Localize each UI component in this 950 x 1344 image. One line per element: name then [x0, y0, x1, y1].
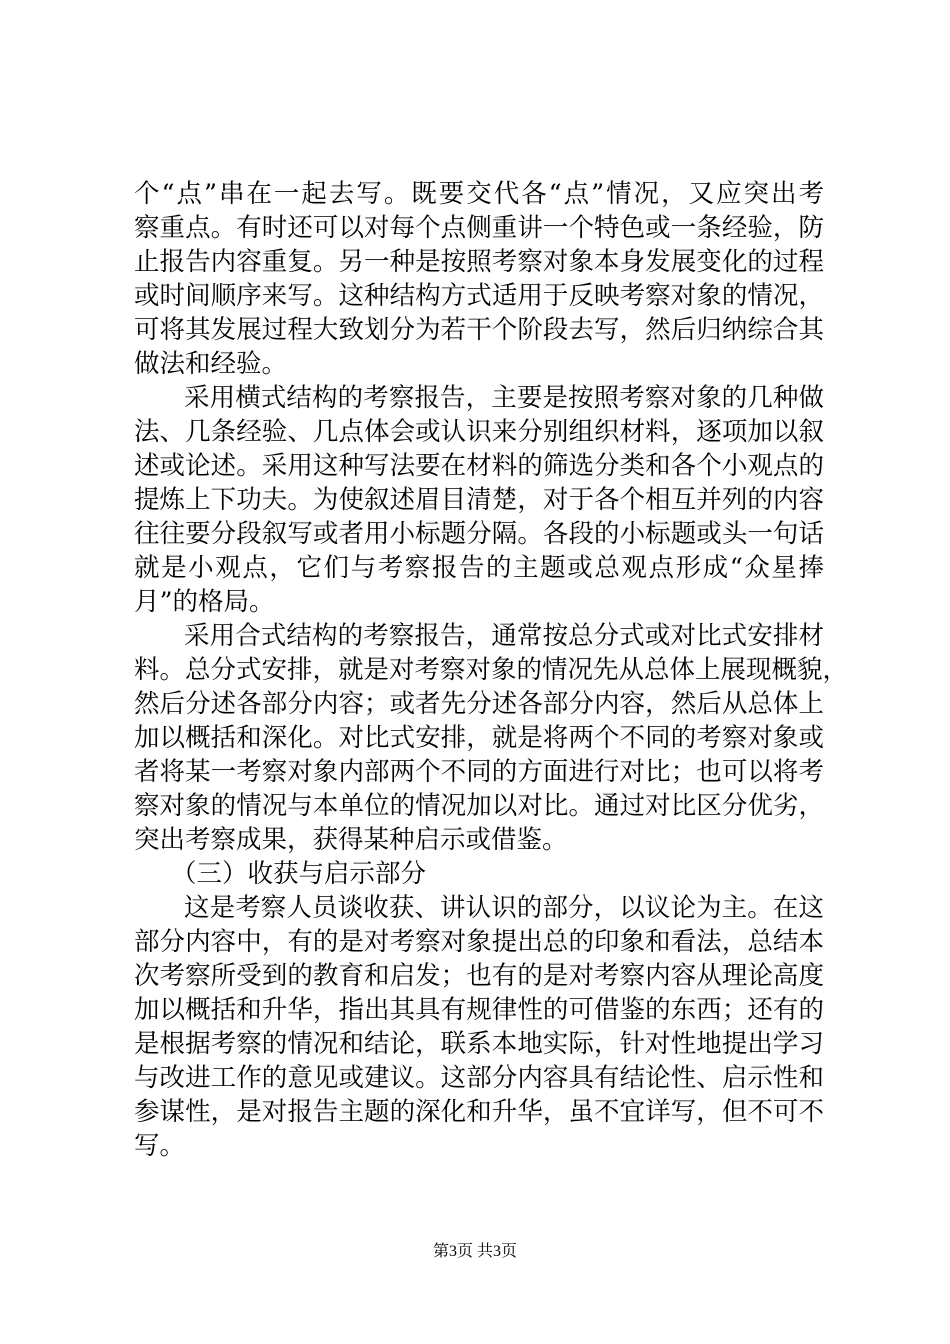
text-line: 个“点”串在一起去写。既要交代各“点”情况，又应突出考 [134, 179, 824, 209]
text-line: 部分内容中，有的是对考察对象提出总的印象和看法，总结本 [134, 927, 824, 957]
text-line: 与改进工作的意见或建议。这部分内容具有结论性、启示性和 [134, 1063, 824, 1093]
section-heading: （三）收获与启示部分 [171, 859, 427, 889]
text-line: 就是小观点，它们与考察报告的主题或总观点形成“众星捧 [134, 553, 824, 583]
text-line: 写。 [134, 1131, 186, 1161]
text-line: 次考察所受到的教育和启发；也有的是对考察内容从理论高度 [134, 961, 824, 991]
text-line: 往往要分段叙写或者用小标题分隔。各段的小标题或头一句话 [134, 519, 824, 549]
text-line: 加以概括和深化。对比式安排，就是将两个不同的考察对象或 [134, 723, 824, 753]
text-line: 做法和经验。 [134, 349, 288, 379]
text-line: 止报告内容重复。另一种是按照考察对象本身发展变化的过程 [134, 247, 824, 277]
text-line: 述或论述。采用这种写法要在材料的筛选分类和各个小观点的 [134, 451, 824, 481]
text-line: 提炼上下功夫。为使叙述眉目清楚，对于各个相互并列的内容 [134, 485, 824, 515]
text-line: 料。总分式安排，就是对考察对象的情况先从总体上展现概貌， [134, 655, 849, 685]
text-line: 参谋性，是对报告主题的深化和升华，虽不宜详写，但不可不 [134, 1097, 824, 1127]
text-line: 可将其发展过程大致划分为若干个阶段去写，然后归纳综合其 [134, 315, 824, 345]
page-footer: 第3页 共3页 [432, 1243, 517, 1260]
text-line: 察对象的情况与本单位的情况加以对比。通过对比区分优劣， [134, 791, 824, 821]
text-line: 或时间顺序来写。这种结构方式适用于反映考察对象的情况， [134, 281, 824, 311]
text-line: 是根据考察的情况和结论，联系本地实际，针对性地提出学习 [134, 1029, 824, 1059]
text-line: 月”的格局。 [134, 587, 275, 617]
text-line: 者将某一考察对象内部两个不同的方面进行对比；也可以将考 [134, 757, 824, 787]
paragraph-first-line: 这是考察人员谈收获、讲认识的部分，以议论为主。在这 [184, 893, 824, 923]
text-line: 然后分述各部分内容；或者先分述各部分内容，然后从总体上 [134, 689, 824, 719]
text-line: 法、几条经验、几点体会或认识来分别组织材料，逐项加以叙 [134, 417, 824, 447]
text-line: 突出考察成果，获得某种启示或借鉴。 [134, 825, 568, 855]
paragraph-first-line: 采用横式结构的考察报告，主要是按照考察对象的几种做 [184, 383, 824, 413]
text-line: 察重点。有时还可以对每个点侧重讲一个特色或一条经验，防 [134, 213, 824, 243]
paragraph-first-line: 采用合式结构的考察报告，通常按总分式或对比式安排材 [184, 621, 824, 651]
text-line: 加以概括和升华，指出其具有规律性的可借鉴的东西；还有的 [134, 995, 824, 1025]
